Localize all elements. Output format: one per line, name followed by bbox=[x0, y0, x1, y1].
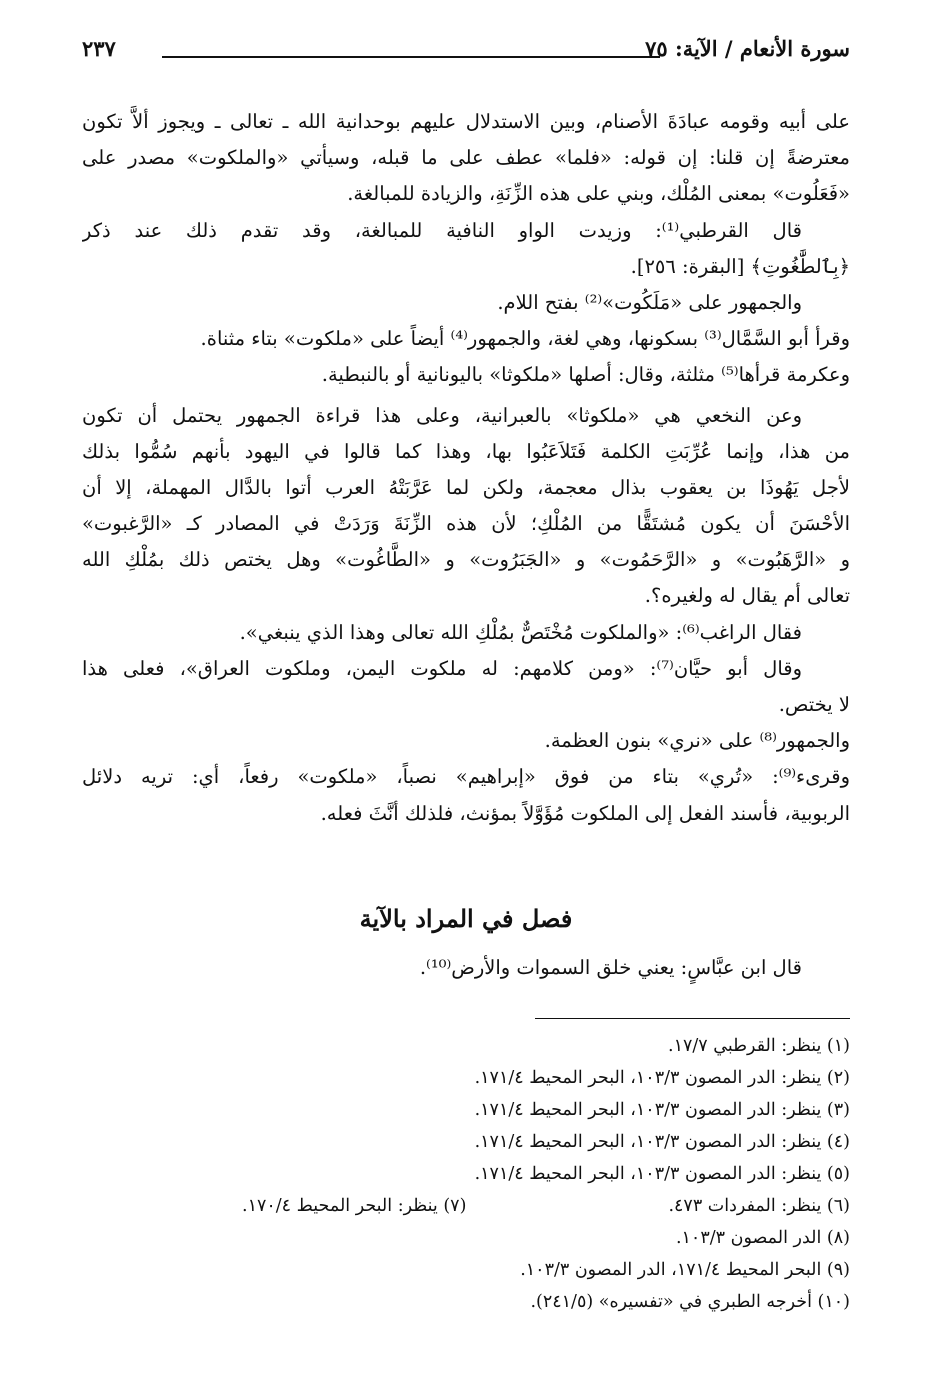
footnote: (١٠) أخرجه الطبري في «تفسيره» (٢٤١/٥). bbox=[530, 1292, 850, 1312]
text-line: من هذا، وإنما عُرِّبَتِ الكلمة فَتَلاَعَبُوا بها، وهذا كما قالوا في اليهود بأنهم سُمُّوا بذلك bbox=[82, 439, 850, 463]
text-line: و «الرَّهَبُوت» و «الرَّحَمُوت» و «الجَبَرُوت» و «الطَّاغُوت» وهل يختص ذلك بمُلْكِ الله bbox=[82, 548, 850, 572]
running-title: سورة الأنعام / الآية: ٧٥ bbox=[645, 36, 850, 61]
footnote: (٥) ينظر: الدر المصون ١٠٣/٣، البحر المحيط ١٧١/٤. bbox=[474, 1164, 850, 1184]
text-line: «فَعَلُوت» بمعنى المُلْك، وبني على هذه الزِّنَةِ، والزيادة للمبالغة. bbox=[347, 182, 850, 206]
footnote: (٢) ينظر: الدر المصون ١٠٣/٣، البحر المحيط ١٧١/٤. bbox=[474, 1068, 850, 1088]
footnote: (٣) ينظر: الدر المصون ١٠٣/٣، البحر المحيط ١٧١/٤. bbox=[474, 1100, 850, 1120]
footnote: (٧) ينظر: البحر المحيط ١٧٠/٤. bbox=[242, 1196, 467, 1216]
text-line: والجمهور⁽⁸⁾ على «نري» بنون العظمة. bbox=[544, 729, 850, 753]
footnote-separator bbox=[535, 1018, 850, 1019]
text-line: معترضةً إن قلنا: إن قوله: «فلما» عطف على ما قبله، وسيأتي «والملكوت» مصدر على bbox=[82, 146, 850, 170]
text-line: قال القرطبي⁽¹⁾: وزيدت الواو النافية للمبالغة، وقد تقدم ذلك عند ذكر bbox=[82, 218, 802, 242]
text-line: تعالى أم يقال له ولغيره؟. bbox=[644, 584, 850, 608]
text-line: الأحْسَنَ أن يكون مُشتَقًّا من المُلْكِ؛ لأن هذه الزِّنَةَ وَرَدَتْ في المصادر كـ «الرَّغبوت» bbox=[82, 512, 850, 536]
text-line: فقال الراغب⁽⁶⁾: «والملكوت مُخْتَصٌّ بمُلْكِ الله تعالى وهذا الذي ينبغي». bbox=[239, 620, 802, 644]
page-header bbox=[82, 34, 850, 68]
section-text bbox=[82, 950, 850, 986]
text-line: وقال أبو حيَّان⁽⁷⁾: «ومن كلامهم: له ملكوت اليمن، وملكوت العراق»، فعلى هذا bbox=[82, 656, 802, 680]
footnote: (٦) ينظر: المفردات ٤٧٣. bbox=[668, 1196, 850, 1216]
footnotes bbox=[82, 1030, 850, 1318]
text-line: قال ابن عبَّاسٍ: يعني خلق السموات والأرض⁽¹⁰⁾. bbox=[419, 956, 802, 979]
footnote: (١) ينظر: القرطبي ١٧/٧. bbox=[668, 1036, 850, 1056]
header-rule bbox=[162, 56, 660, 58]
page-number: ٢٣٧ bbox=[82, 36, 116, 61]
text-line: على أبيه وقومه عبادَةَ الأصنام، وبين الاستدلال عليهم بوحدانية الله ـ تعالى ـ ويجوز ألاَّ تكون bbox=[82, 110, 850, 133]
footnote: (٤) ينظر: الدر المصون ١٠٣/٣، البحر المحيط ١٧١/٤. bbox=[474, 1132, 850, 1152]
text-line: لا يختص. bbox=[778, 693, 850, 716]
text-line: لأجل يَهُوذَا بن يعقوب بذال معجمة، ولكن لما عَرَّبَتْهُ العرب أتوا بالدَّال المهملة، إلا أن bbox=[82, 475, 850, 499]
main-text bbox=[82, 104, 850, 832]
section-heading: فصل في المراد بالآية bbox=[359, 904, 573, 933]
text-line: وقرىء⁽⁹⁾: «تُري» بتاء من فوق «إبراهيم» نصباً، «ملكوت» رفعاً، أي: تريه دلائل bbox=[82, 765, 850, 789]
text-line: وعن النخعي هي «ملكوثا» بالعبرانية، وعلى هذا قراءة الجمهور يحتمل أن تكون bbox=[82, 403, 802, 427]
text-line: والجمهور على «مَلَكُوت»⁽²⁾ بفتح اللام. bbox=[497, 290, 802, 314]
text-line: وقرأ أبو السَّمَّال⁽³⁾ بسكونها، وهي لغة، والجمهور⁽⁴⁾ أيضاً على «ملكوت» بتاء مثناة. bbox=[200, 327, 850, 351]
text-line: وعكرمة قرأها⁽⁵⁾ مثلثة، وقال: أصلها «ملكوثا» باليونانية أو بالنبطية. bbox=[321, 363, 850, 387]
footnote: (٨) الدر المصون ١٠٣/٣. bbox=[675, 1228, 850, 1248]
text-line: ﴿بِٱلطَّٰغُوتِ﴾ [البقرة: ٢٥٦]. bbox=[630, 254, 850, 278]
footnote: (٩) البحر المحيط ١٧١/٤، الدر المصون ١٠٣/٣. bbox=[520, 1260, 850, 1280]
text-line: الربوبية، فأسند الفعل إلى الملكوت مُؤَوَّلاً بمؤنث، فلذلك أنَّثَ فعله. bbox=[320, 801, 850, 825]
footnote-pair bbox=[82, 1190, 850, 1222]
